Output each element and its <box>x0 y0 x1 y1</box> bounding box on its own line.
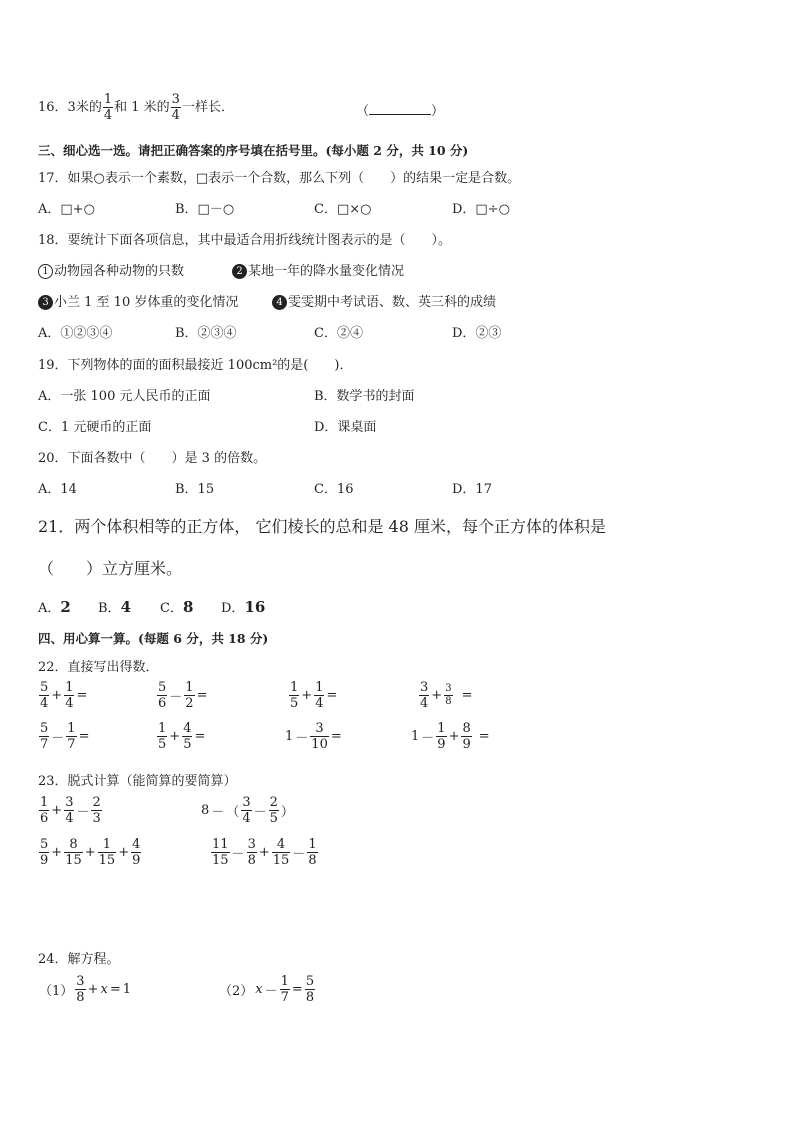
expression-22-1: $\frac{5}{4}$ + $\frac{1}{4}$ = <box>40 680 88 711</box>
q18-item-1: 1 动物园各种动物的只数 <box>38 260 184 279</box>
expression-23-4: $\frac{11}{15}$ － $\frac{3}{8}$ + $\frac{4}{15}$ － $\frac{1}{8}$ <box>212 837 317 868</box>
expression-22-6: $\frac{1}{5}$ + $\frac{4}{5}$ = <box>158 721 206 752</box>
question-24-stem: 24．解方程。 <box>38 952 120 967</box>
option-b[interactable]: B．4 <box>98 598 131 616</box>
option-c[interactable]: C．②④ <box>314 326 363 341</box>
answer-blank-16[interactable]: （ ） <box>356 104 445 119</box>
option-b[interactable]: B．□－○ <box>175 202 235 217</box>
option-d[interactable]: D．课桌面 <box>314 420 377 435</box>
option-a[interactable]: A．①②③④ <box>38 326 113 341</box>
option-c[interactable]: C．□×○ <box>314 202 372 217</box>
expression-23-3: $\frac{5}{9}$ + $\frac{8}{15}$ + $\frac{1}{15}$ + $\frac{4}{9}$ <box>40 837 141 868</box>
expression-22-8: 1 － $\frac{1}{9}$ + $\frac{8}{9}$ = <box>411 721 490 752</box>
fraction: $\frac{3}{4}$ <box>171 92 180 123</box>
option-a[interactable]: A．□+○ <box>38 202 95 217</box>
question-18-stem: 18．要统计下面各项信息，其中最适合用折线统计图表示的是（ ）。 <box>38 233 452 248</box>
question-20-stem: 20．下面各数中（ ）是 3 的倍数。 <box>38 451 267 466</box>
option-d[interactable]: D．②③ <box>452 326 502 341</box>
option-d[interactable]: D．17 <box>452 482 492 497</box>
question-22-stem: 22．直接写出得数． <box>38 660 159 675</box>
expression-22-7: 1 － $\frac{3}{10}$ = <box>285 721 342 752</box>
question-23-stem: 23．脱式计算（能简算的要简算） <box>38 774 237 789</box>
question-21-line-2: （ ）立方厘米。 <box>38 559 183 578</box>
expression-23-1: $\frac{1}{6}$ + $\frac{3}{4}$ － $\frac{2}{3}$ <box>40 795 101 826</box>
option-d[interactable]: D．□÷○ <box>452 202 510 217</box>
option-b[interactable]: B．数学书的封面 <box>314 389 415 404</box>
option-d[interactable]: D．16 <box>221 598 266 616</box>
section-3-title: 三、细心选一选。请把正确答案的序号填在括号里。(每小题 2 分，共 10 分) <box>38 143 469 158</box>
question-17-stem: 17．如果○表示一个素数，□表示一个合数，那么下列（ ）的结果一定是合数。 <box>38 171 521 186</box>
option-c[interactable]: C．8 <box>160 598 194 616</box>
option-b[interactable]: B．②③④ <box>175 326 237 341</box>
expression-22-2: $\frac{5}{6}$ － $\frac{1}{2}$ = <box>158 680 208 711</box>
option-a[interactable]: A．一张 100 元人民币的正面 <box>38 389 211 404</box>
equation-2: （2） x － $\frac{1}{7}$ = $\frac{5}{8}$ <box>219 974 315 1005</box>
option-b[interactable]: B．15 <box>175 482 215 497</box>
expression-22-5: $\frac{5}{7}$ － $\frac{1}{7}$ = <box>40 721 90 752</box>
option-a[interactable]: A．14 <box>38 482 77 497</box>
question-16: 16．3米的 $\frac{1}{4}$ 和 1 米的 $\frac{3}{4}$ 一样长． <box>38 92 234 123</box>
q18-item-4: 4 雯雯期中考试语、数、英三科的成绩 <box>272 291 496 310</box>
equation-1: （1） $\frac{3}{8}$ + x = 1 <box>39 974 131 1005</box>
option-c[interactable]: C．1 元硬币的正面 <box>38 420 152 435</box>
expression-22-3: $\frac{1}{5}$ + $\frac{1}{4}$ = <box>290 680 338 711</box>
section-4-title: 四、用心算一算。(每题 6 分，共 18 分) <box>38 631 269 646</box>
expression-23-2: 8 － （ $\frac{3}{4}$ － $\frac{2}{5}$ ） <box>201 795 294 826</box>
q18-item-2: 2 某地一年的降水量变化情况 <box>232 260 404 279</box>
option-c[interactable]: C．16 <box>314 482 354 497</box>
option-a[interactable]: A．2 <box>38 598 71 616</box>
fraction: $\frac{1}{4}$ <box>103 92 113 123</box>
question-21-line-1: 21．两个体积相等的正方体， 它们棱长的总和是 48 厘米，每个正方体的体积是 <box>38 517 606 536</box>
expression-22-4: $\frac{3}{4}$ + $\frac{3}{8}$ = <box>420 680 473 711</box>
q18-item-3: 3 小兰 1 至 10 岁体重的变化情况 <box>38 291 238 310</box>
question-19-stem: 19．下列物体的面的面积最接近 100cm²的是( )． <box>38 358 353 373</box>
